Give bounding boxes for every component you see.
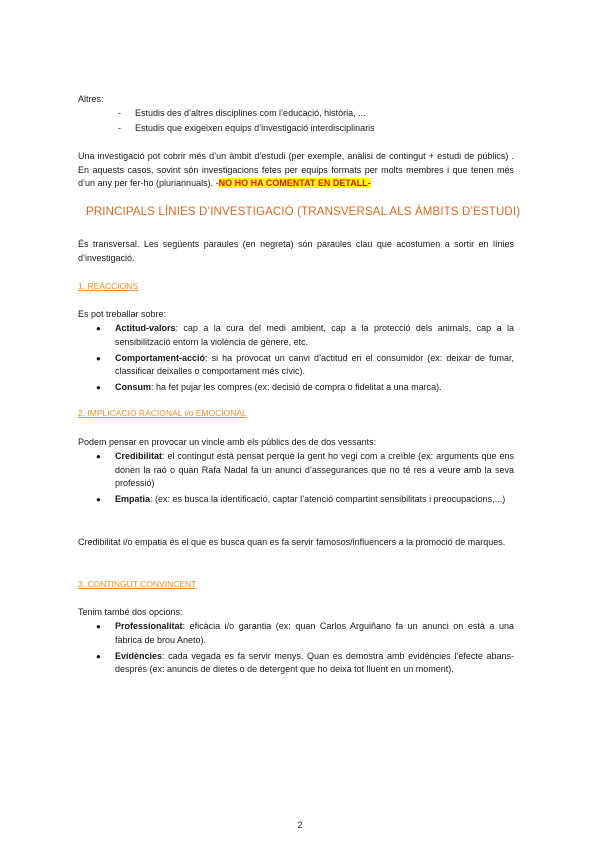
item-text: : (ex: es busca la identificació, captar l’atenció compartint sensibilitats i preocupacions,...) <box>150 494 506 504</box>
bullet-list <box>78 450 514 509</box>
item-text: : si ha provocat un canvi d’actitud en el consumidor (ex: deixar de fumar, classificar deixalles o comportament més cívic). <box>115 352 514 376</box>
bullet-icon: ● <box>96 324 101 333</box>
section-heading-implicacio: 2. IMPLICACIÓ RACIONAL i/o EMOCIONAL <box>78 408 247 418</box>
bullet-icon: ● <box>96 452 101 461</box>
bullet-icon: ● <box>96 353 101 363</box>
bullet-list <box>78 620 514 679</box>
item-term: Actitud-valors <box>115 323 176 333</box>
item-text: : eficàcia i/o garantia (ex: quan Carlos Arguiñano fa un anunci on està a una fàbrica de brou Aneto). <box>115 621 514 645</box>
highlight-note: NO HO HA COMENTAT EN DETALL- <box>218 178 371 188</box>
bullet-icon: ● <box>96 622 101 631</box>
list-item <box>78 493 514 507</box>
list-item <box>78 620 514 647</box>
list-item <box>78 322 514 349</box>
bullet-icon: ● <box>96 383 101 392</box>
list-item <box>78 352 514 379</box>
section-lead: Tenim també dos opcions: <box>78 607 183 617</box>
item-term: Professionalitat <box>115 621 183 631</box>
list-item <box>78 381 514 395</box>
item-text: : cada vegada es fa servir menys. Quan es demostra amb evidències l’efecte abans-després (ex: anuncis de dietes o de detergent que ho deixa tot lluent en un moment). <box>115 650 514 674</box>
main-heading: PRINCIPALS LÍNIES D’INVESTIGACIÓ (TRANSVERSAL ALS ÀMBITS D’ESTUDI) <box>86 206 521 218</box>
dash-mark: - <box>118 123 121 133</box>
credibility-paragraph: Credibilitat i/o empatia és el que es busca quan es fa servir famosos/influencers a la promoció de marques. <box>78 537 506 547</box>
list-item <box>78 650 514 677</box>
section-lead: Podem pensar en provocar un vincle amb els públics des de dos vessants: <box>78 437 377 447</box>
item-text: : cap a la cura del medi ambient, cap a la protecció dels animals, cap a la sensibilització entorn la violència de gènere, etc. <box>115 323 514 347</box>
bullet-icon: ● <box>96 495 101 504</box>
item-term: Empatia <box>115 494 151 504</box>
others-label: Altres: <box>78 94 104 104</box>
item-text: : ha fet pujar les compres (ex: decisió de compra o fidelitat a una marca). <box>151 382 442 392</box>
item-term: Evidències <box>115 650 163 661</box>
item-text: : el contingut està pensat perquè la gent ho vegi com a creïble (ex: arguments que ens donen la raó o quan Rafa Nadal fa un anunci d’assegurances que no té res a veure amb la seva professió) <box>115 451 514 488</box>
section-heading-reaccions: 1. REACCIONS <box>78 281 138 291</box>
dash-item-text: Estudis des d’altres disciplines com l’educació, història, ... <box>135 108 366 118</box>
intro-paragraph <box>78 150 514 191</box>
list-item <box>78 450 514 491</box>
item-term: Consum <box>115 382 151 392</box>
dash-item-text: Estudis que exigeixen equips d’investigació interdisciplinaris <box>135 123 375 133</box>
bullet-icon: ● <box>96 651 101 661</box>
section-heading-contingut: 3. CONTINGUT CONVINCENT <box>78 579 197 589</box>
item-term: Credibilitat <box>115 451 163 461</box>
page-number: 2 <box>297 820 303 830</box>
dash-mark: - <box>118 108 121 118</box>
main-intro-paragraph: És transversal. Les següents paraules (en negreta) són paraules clau que acostumen a sortir en línies d’investigació. <box>78 239 514 263</box>
item-term: Comportament-acció <box>115 352 206 363</box>
section-lead: Es pot treballar sobre: <box>78 309 167 319</box>
intro-paragraph-text: Una investigació pot cobrir més d’un àmbit d’estudi (per exemple, anàlisi de contingut + estudi de públics) . En aquests casos, sovint són investigacions fetes per equips formats per molts membres i que tenen més d’un any per fer-ho (pluriannuals). - <box>78 151 514 188</box>
bullet-list <box>78 322 514 397</box>
